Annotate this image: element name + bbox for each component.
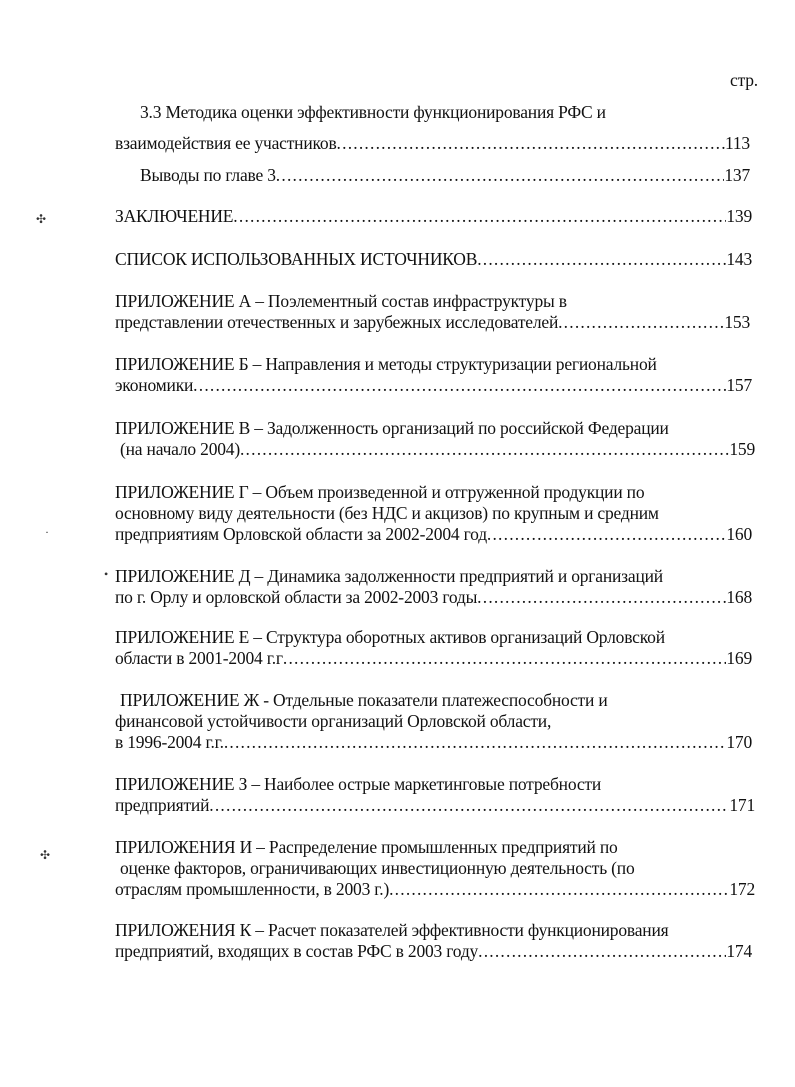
toc-entry-leader — [115, 312, 750, 332]
toc-entry-leader — [115, 249, 752, 269]
scan-speck-icon: · — [45, 525, 49, 539]
toc-entry-line: ПРИЛОЖЕНИЯ К – Расчет показателей эффективности функционирования — [115, 920, 669, 940]
toc-entry-leader — [115, 206, 752, 226]
page-number-label: стр. — [730, 70, 758, 90]
toc-entry-text: СПИСОК ИСПОЛЬЗОВАННЫХ ИСТОЧНИКОВ — [115, 249, 478, 269]
toc-page-number: 139 — [726, 206, 752, 226]
toc-entry-line: ПРИЛОЖЕНИЕ З – Наиболее острые маркетинговые потребности — [115, 774, 601, 794]
toc-entry-text: экономики — [115, 375, 194, 395]
toc-entry-text: области в 2001-2004 г.г — [115, 648, 283, 668]
toc-entry-line: ПРИЛОЖЕНИЕ Д – Динамика задолженности предприятий и организаций — [115, 566, 663, 586]
toc-entry-leader — [115, 732, 752, 752]
toc-entry-leader — [115, 648, 752, 668]
toc-entry-line: ПРИЛОЖЕНИЕ А – Поэлементный состав инфраструктуры в — [115, 291, 567, 311]
toc-entry-line: ПРИЛОЖЕНИЕ В – Задолженность организаций по российской Федерации — [115, 418, 669, 438]
toc-entry-text: (на начало 2004) — [120, 439, 240, 459]
toc-entry-line: ПРИЛОЖЕНИЕ Ж - Отдельные показатели платежеспособности и — [120, 690, 608, 710]
toc-entry-line: оценке факторов, ограничивающих инвестиционную деятельность (по — [120, 858, 635, 878]
toc-page-number: 170 — [726, 732, 752, 752]
toc-entry-leader — [115, 375, 752, 395]
toc-page-number: 160 — [726, 524, 752, 544]
toc-entry-text: взаимодействия ее участников — [115, 133, 337, 153]
toc-page-number: 157 — [726, 375, 752, 395]
toc-entry-leader — [140, 165, 750, 185]
toc-entry-line: ПРИЛОЖЕНИЕ Е – Структура оборотных активов организаций Орловской — [115, 627, 665, 647]
scan-speck-icon: ✣ — [36, 212, 47, 226]
toc-entry-text: ЗАКЛЮЧЕНИЕ — [115, 206, 234, 226]
toc-page-number: 113 — [724, 133, 750, 153]
toc-entry-leader — [120, 439, 755, 459]
toc-page-number: 171 — [729, 795, 755, 815]
scan-speck-icon: • — [104, 567, 109, 581]
toc-page-number: 169 — [726, 648, 752, 668]
toc-entry-line: ПРИЛОЖЕНИЯ И – Распределение промышленных предприятий по — [115, 837, 618, 857]
toc-entry-leader — [115, 587, 752, 607]
toc-entry-text: в 1996-2004 г.г. — [115, 732, 224, 752]
toc-page-number: 168 — [726, 587, 752, 607]
toc-entry-line: основному виду деятельности (без НДС и акцизов) по крупным и средним — [115, 503, 659, 523]
toc-page-number: 174 — [726, 941, 752, 961]
toc-entry-text: представлении отечественных и зарубежных исследователей — [115, 312, 559, 332]
toc-page-number: 143 — [726, 249, 752, 269]
toc-entry-line: ПРИЛОЖЕНИЕ Б – Направления и методы структуризации региональной — [115, 354, 657, 374]
toc-entry-line: ПРИЛОЖЕНИЕ Г – Объем произведенной и отгруженной продукции по — [115, 482, 645, 502]
scan-speck-icon: ✣ — [40, 848, 51, 862]
toc-page-number: 137 — [724, 165, 750, 185]
toc-entry-leader — [115, 524, 752, 544]
toc-entry-leader — [115, 795, 755, 815]
toc-entry-leader — [115, 133, 750, 153]
toc-page-number: 172 — [729, 879, 755, 899]
toc-entry-text: предприятий — [115, 795, 210, 815]
toc-entry-line: финансовой устойчивости организаций Орловской области, — [115, 711, 552, 731]
toc-entry-text: предприятиям Орловской области за 2002-2004 год — [115, 524, 487, 544]
toc-entry-line: 3.3 Методика оценки эффективности функционирования РФС и — [140, 102, 606, 122]
toc-entry-leader — [115, 941, 752, 961]
toc-entry-leader — [115, 879, 755, 899]
toc-entry-text: Выводы по главе 3 — [140, 165, 276, 185]
toc-entry-text: предприятий, входящих в состав РФС в 2003 году — [115, 941, 479, 961]
toc-entry-text: отраслям промышленности, в 2003 г.) — [115, 879, 390, 899]
toc-page-number: 153 — [724, 312, 750, 332]
toc-entry-text: по г. Орлу и орловской области за 2002-2003 годы — [115, 587, 478, 607]
toc-page-number: 159 — [729, 439, 755, 459]
